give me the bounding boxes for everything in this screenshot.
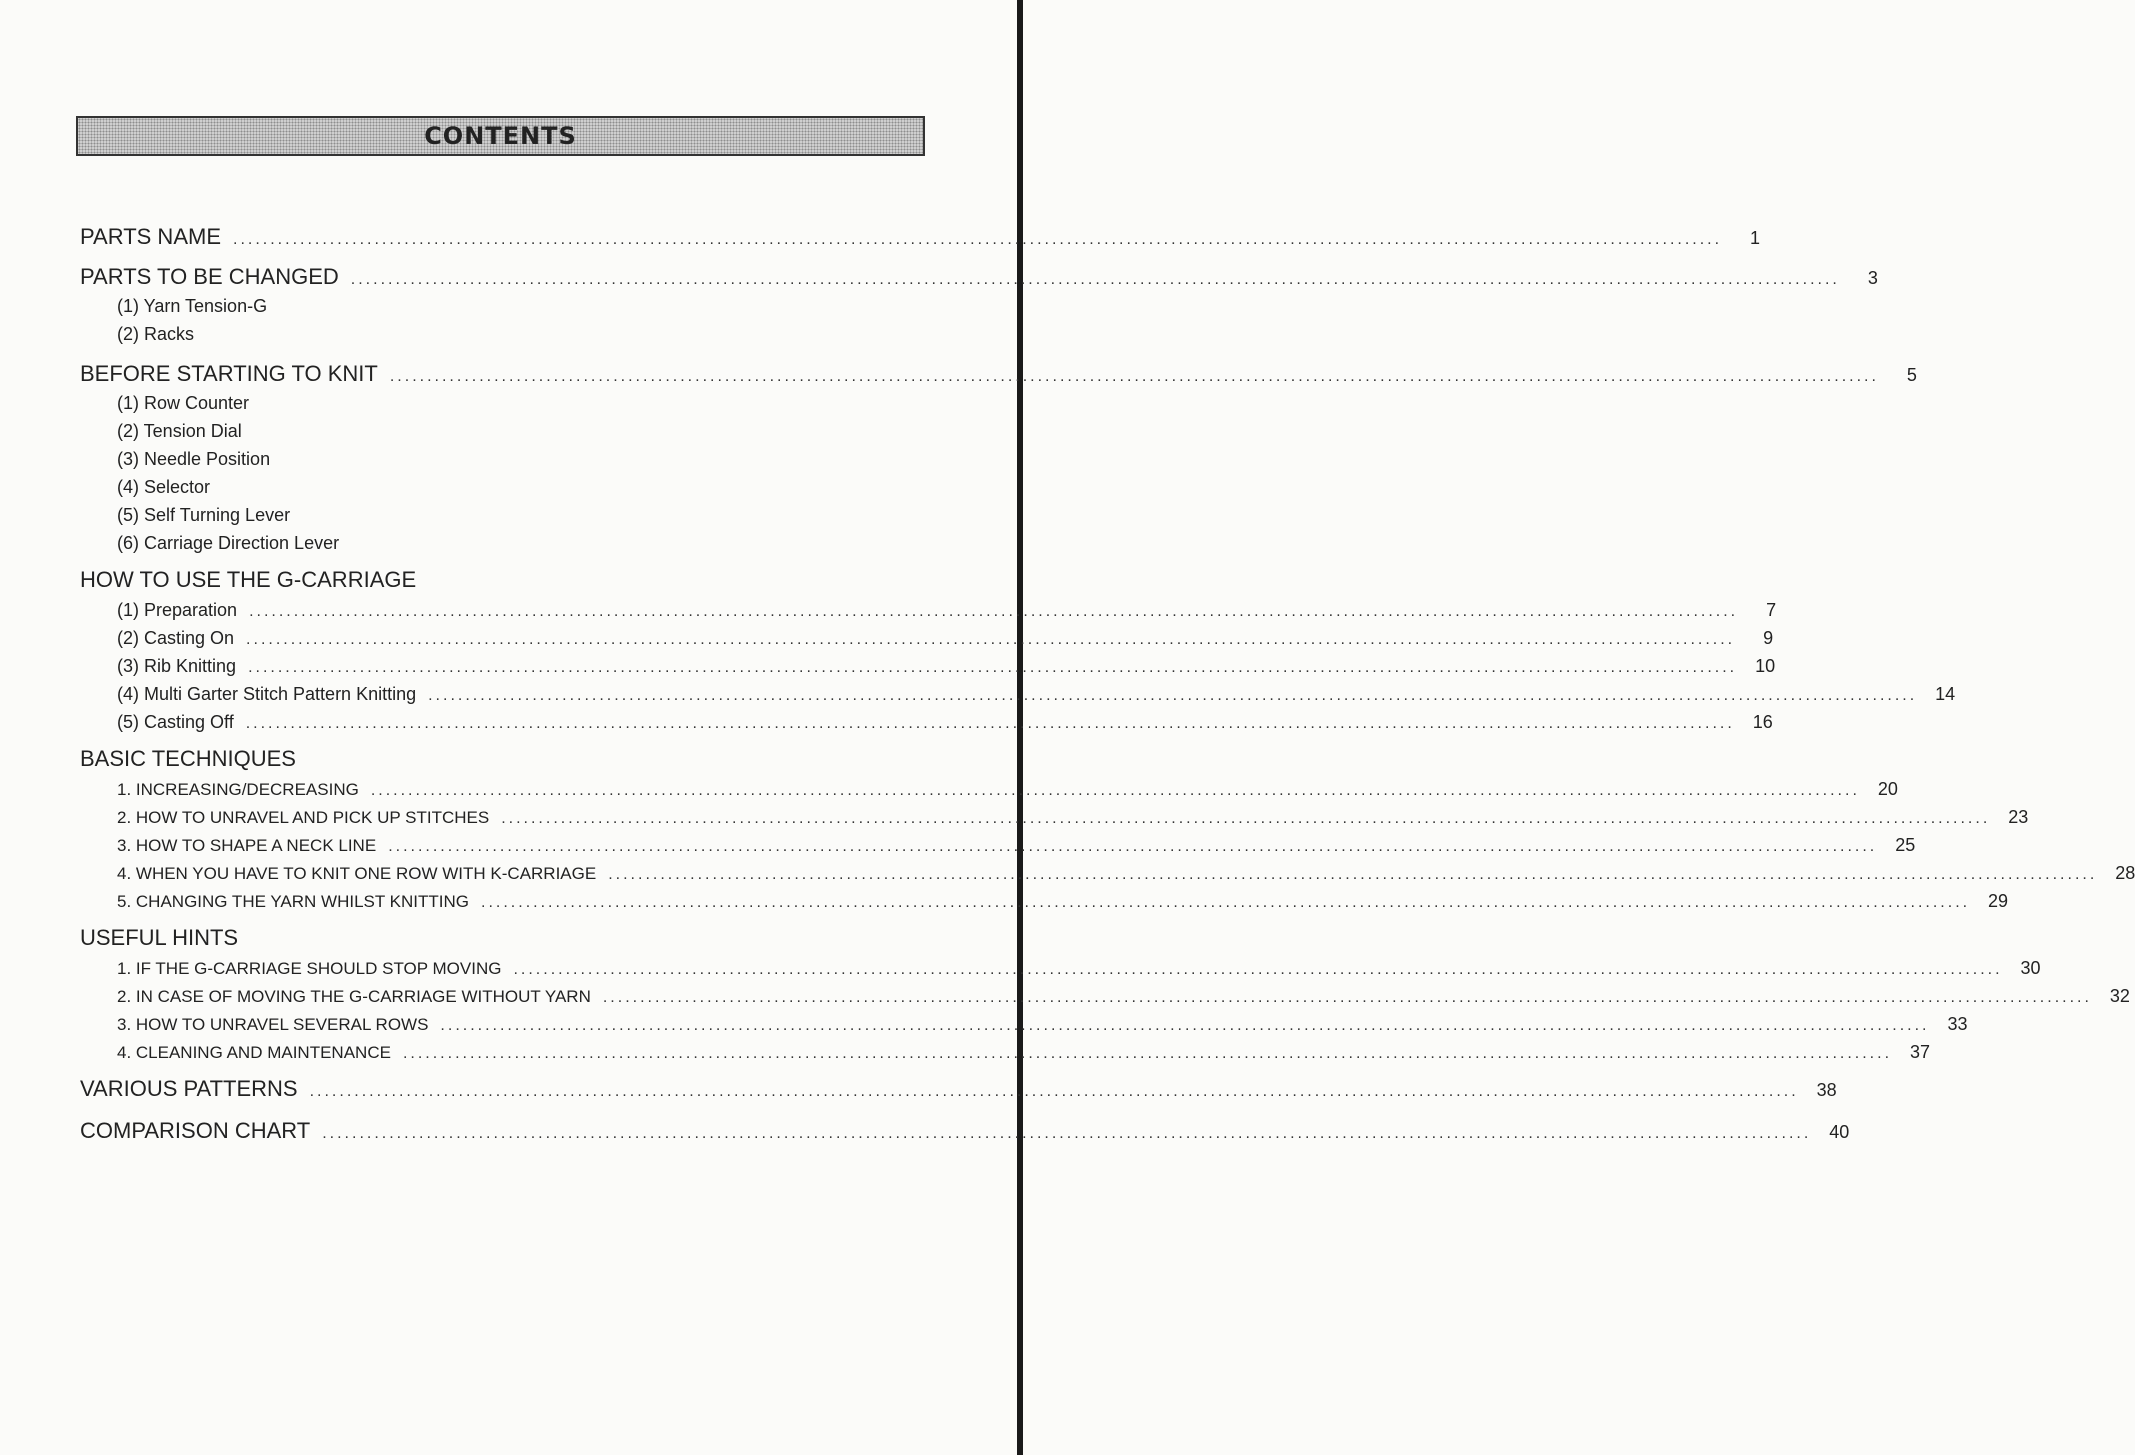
toc-page-number: 33 bbox=[1947, 1014, 1968, 1034]
toc-page-number: 20 bbox=[1877, 779, 1898, 799]
toc-page-number: 3 bbox=[1867, 268, 1878, 288]
toc-page-number: 16 bbox=[1752, 712, 1773, 732]
toc-entry bbox=[80, 361, 1917, 389]
toc-entry bbox=[117, 835, 1916, 859]
toc-entry bbox=[80, 567, 926, 595]
toc-dot-leader: ........................................................................................................................................................................................................ bbox=[245, 715, 1735, 732]
toc-page-number: 25 bbox=[1895, 835, 1916, 855]
toc-entry bbox=[80, 746, 926, 774]
toc-entry bbox=[117, 1042, 1931, 1066]
toc-dot-leader: ........................................................................................................................................................................................................ bbox=[513, 961, 2003, 978]
toc-entry-label: BASIC TECHNIQUES bbox=[80, 746, 296, 771]
toc-entry bbox=[117, 505, 926, 529]
toc-dot-leader: ........................................................................................................................................................................................................ bbox=[428, 687, 1918, 704]
toc-entry-label: (3) Rib Knitting bbox=[117, 656, 237, 676]
toc-entry bbox=[80, 264, 1878, 292]
toc-entry-label: 1. IF THE G-CARRIAGE SHOULD STOP MOVING bbox=[117, 959, 502, 978]
toc-dot-leader: ........................................................................................................................................................................................................ bbox=[602, 989, 2092, 1006]
toc-dot-leader: ........................................................................................................................................................................................................ bbox=[249, 603, 1739, 620]
toc-page-number: 32 bbox=[2109, 986, 2130, 1006]
toc-entry bbox=[117, 712, 1773, 736]
toc-entry bbox=[117, 958, 2041, 982]
toc-entry bbox=[117, 863, 2135, 887]
toc-page-number: 10 bbox=[1755, 656, 1776, 676]
toc-entry-label: PARTS NAME bbox=[80, 224, 221, 249]
toc-entry bbox=[117, 600, 1777, 624]
toc-dot-leader: ........................................................................................................................................................................................................ bbox=[440, 1017, 1930, 1034]
toc-entry bbox=[80, 224, 1761, 252]
toc-entry-label: (2) Tension Dial bbox=[117, 421, 242, 441]
toc-entry-label: 3. HOW TO SHAPE A NECK LINE bbox=[117, 836, 377, 855]
toc-entry bbox=[117, 656, 1776, 680]
toc-entry-label: BEFORE STARTING TO KNIT bbox=[80, 361, 378, 386]
toc-entry bbox=[117, 986, 2130, 1010]
toc-entry-label: 3. HOW TO UNRAVEL SEVERAL ROWS bbox=[117, 1015, 429, 1034]
toc-entry-label: VARIOUS PATTERNS bbox=[80, 1076, 298, 1101]
toc-page-number: 29 bbox=[1988, 891, 2009, 911]
toc-entry bbox=[117, 779, 1898, 803]
toc-entry bbox=[117, 477, 926, 501]
toc-page-number: 37 bbox=[1909, 1042, 1931, 1062]
toc-page-number: 5 bbox=[1906, 365, 1917, 385]
toc-entry bbox=[117, 421, 926, 445]
toc-page-number: 38 bbox=[1816, 1080, 1837, 1100]
toc-dot-leader: ........................................................................................................................................................................................................ bbox=[481, 894, 1971, 911]
toc-entry-label: (5) Casting Off bbox=[117, 712, 234, 732]
toc-entry bbox=[117, 1014, 1968, 1038]
toc-dot-leader: ........................................................................................................................................................................................................ bbox=[501, 810, 1991, 827]
toc-page-number: 7 bbox=[1766, 600, 1777, 620]
toc-entry bbox=[117, 684, 1956, 708]
toc-dot-leader: ........................................................................................................................................................................................................ bbox=[233, 231, 1723, 248]
toc-entry-label: (1) Preparation bbox=[117, 600, 238, 620]
toc-page-number: 14 bbox=[1935, 684, 1956, 704]
toc-entry bbox=[117, 807, 2029, 831]
toc-entry-label: (4) Multi Garter Stitch Pattern Knitting bbox=[117, 684, 417, 704]
toc-dot-leader: ........................................................................................................................................................................................................ bbox=[309, 1083, 1799, 1100]
toc-entry-label: (1) Row Counter bbox=[117, 393, 250, 413]
toc-entry-label: USEFUL HINTS bbox=[80, 925, 239, 950]
toc-dot-leader: ........................................................................................................................................................................................................ bbox=[246, 631, 1736, 648]
toc-dot-leader: ........................................................................................................................................................................................................ bbox=[350, 271, 1840, 288]
toc-entry bbox=[117, 449, 926, 473]
toc-entry bbox=[117, 324, 926, 348]
toc-entry bbox=[117, 628, 1774, 652]
toc-entry bbox=[117, 296, 926, 320]
toc-dot-leader: ........................................................................................................................................................................................................ bbox=[322, 1125, 1812, 1142]
toc-entry-label: 4. WHEN YOU HAVE TO KNIT ONE ROW WITH K-CARRIAGE bbox=[117, 864, 597, 883]
toc-page-number: 23 bbox=[2008, 807, 2029, 827]
toc-entry bbox=[117, 533, 926, 557]
toc-dot-leader: ........................................................................................................................................................................................................ bbox=[389, 368, 1879, 385]
toc-entry-label: 1. INCREASING/DECREASING bbox=[117, 780, 359, 799]
toc-entry-label: (2) Racks bbox=[117, 324, 195, 344]
toc-entry-label: 2. IN CASE OF MOVING THE G-CARRIAGE WITHOUT YARN bbox=[117, 987, 591, 1006]
toc-entry-label: HOW TO USE THE G-CARRIAGE bbox=[80, 567, 417, 592]
toc-entry-label: 5. CHANGING THE YARN WHILST KNITTING bbox=[117, 892, 470, 911]
toc-entry bbox=[117, 891, 2009, 915]
toc-entry-label: (5) Self Turning Lever bbox=[117, 505, 291, 525]
toc-entry bbox=[80, 1076, 1837, 1104]
toc-entry-label: (1) Yarn Tension-G bbox=[117, 296, 268, 316]
toc-page-number: 40 bbox=[1829, 1122, 1850, 1142]
toc-dot-leader: ........................................................................................................................................................................................................ bbox=[388, 838, 1878, 855]
toc-entry-label: PARTS TO BE CHANGED bbox=[80, 264, 339, 289]
toc-page-number: 30 bbox=[2020, 958, 2041, 978]
toc-dot-leader: ........................................................................................................................................................................................................ bbox=[370, 782, 1860, 799]
toc-entry bbox=[80, 925, 926, 953]
toc-entry-label: (4) Selector bbox=[117, 477, 211, 497]
toc-dot-leader: ........................................................................................................................................................................................................ bbox=[248, 659, 1738, 676]
toc-entry-label: (3) Needle Position bbox=[117, 449, 271, 469]
toc-dot-leader: ........................................................................................................................................................................................................ bbox=[402, 1045, 1893, 1062]
toc-entry bbox=[117, 393, 926, 417]
contents-title: CONTENTS bbox=[424, 122, 577, 150]
toc-dot-leader: ........................................................................................................................................................................................................ bbox=[608, 866, 2098, 883]
toc-page-number: 9 bbox=[1763, 628, 1774, 648]
toc-entry-label: 4. CLEANING AND MAINTENANCE bbox=[117, 1043, 391, 1062]
contents-banner bbox=[76, 116, 925, 156]
toc-entry bbox=[80, 1118, 1850, 1146]
toc-entry-label: (2) Casting On bbox=[117, 628, 235, 648]
toc-page-number: 28 bbox=[2115, 863, 2135, 883]
toc-entry-label: (6) Carriage Direction Lever bbox=[117, 533, 340, 553]
toc-entry-label: COMPARISON CHART bbox=[80, 1118, 311, 1143]
toc-entry-label: 2. HOW TO UNRAVEL AND PICK UP STITCHES bbox=[117, 808, 490, 827]
toc-page-number: 1 bbox=[1750, 228, 1761, 248]
